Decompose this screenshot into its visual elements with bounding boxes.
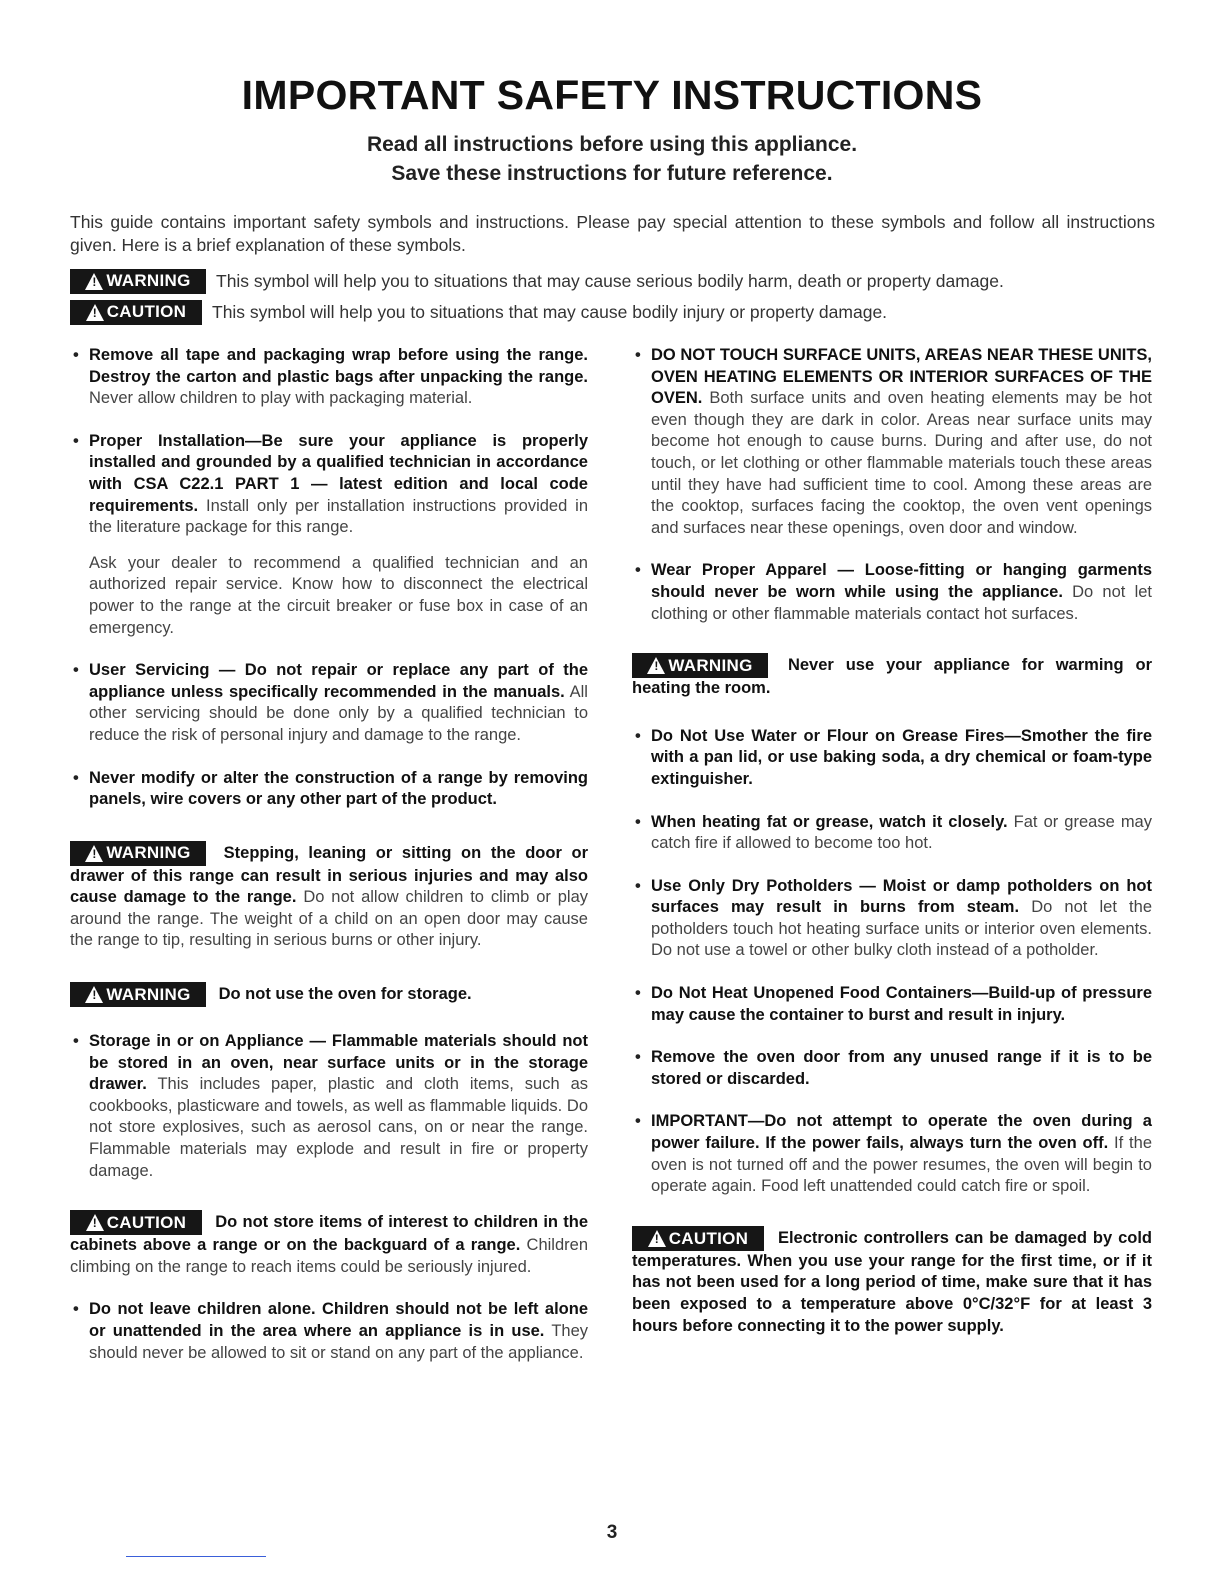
list-item: • DO NOT TOUCH SURFACE UNITS, AREAS NEAR THESE UNITS, OVEN HEATING ELEMENTS OR INTERIOR SURFACES OF THE OVEN. Both surface units and oven heating elements may be hot even though they are dark in color. Areas near surface units may become hot enough to cause burns. During and after use, do not touch, or let clothing or other flammable materials touch these areas until they have had sufficient time to cool. Among these areas are the cooktop, surfaces facing the cooktop, the oven vent openings and surfaces near these openings, oven door and window. [635,346,1152,537]
list-item: • Remove all tape and packaging wrap before using the range. Destroy the carton and plastic bags after unpacking the range. Never allow children to play with packaging material. [73,346,588,408]
alert-triangle-icon: ! [648,1230,666,1247]
left-column [70,345,588,1385]
bullet-icon: • [73,1032,79,1051]
alert-triangle-icon: ! [647,657,665,674]
subtitle-save: Save these instructions for future reference. [391,162,833,185]
list-item: • Do Not Heat Unopened Food Containers—Build-up of pressure may cause the container to burst and result in injury. [635,984,1152,1024]
bullet-icon: • [635,726,641,745]
warning-notice: ! WARNING Do not use the oven for storage. [70,982,588,1007]
bullet-icon: • [73,346,79,364]
warning-notice: ! WARNING Never use your appliance for warming or heating the room. [632,653,1152,700]
alert-triangle-icon: ! [85,986,103,1003]
list-item: • Proper Installation—Be sure your appliance is properly installed and grounded by a qualified technician in accordance with CSA C22.1 PART 1 — latest edition and local code requirements. Install only per installation instructions provided in the literature package for this range. [73,431,588,537]
legend-caution [70,298,1170,326]
footer-divider [126,1556,266,1557]
list-item: • Do Not Use Water or Flour on Grease Fires—Smother the fire with a pan lid, or use baking soda, a dry chemical or foam-type extinguisher. [635,726,1152,788]
list-item: • Do not leave children alone. Children should not be left alone or unattended in the area where an appliance is in use. They should never be allowed to sit or stand on any part of the appliance. [73,1300,588,1362]
right-column [632,345,1152,1358]
page-number: 3 [606,1522,618,1543]
page-title: IMPORTANT SAFETY INSTRUCTIONS [241,72,983,118]
bullet-icon: • [73,1300,79,1319]
caution-notice: ! CAUTION Electronic controllers can be damaged by cold temperatures. When you use your range for the first time, or if it has not been used for a long period of time, make sure that it has been exposed to a temperature above 0°C/32°F for at least 3 hours before connecting it to the power supply. [632,1226,1152,1337]
list-item: • Never modify or alter the construction of a range by removing panels, wire covers or any other part of the product. [73,768,588,809]
bullet-icon: • [635,561,641,580]
bullet-icon: • [635,812,641,831]
legend-warning-text: This symbol will help you to situations that may cause serious bodily harm, death or property damage. [216,270,1004,291]
warning-badge: ! WARNING [70,841,206,866]
bullet-icon: • [635,984,641,1003]
warning-badge: ! WARNING [70,982,206,1007]
legend-caution-text: This symbol will help you to situations that may cause bodily injury or property damage. [212,301,888,322]
alert-triangle-icon: ! [85,273,103,290]
subtitle-read: Read all instructions before using this appliance. [366,133,858,156]
bullet-icon: • [635,346,641,364]
list-item: • Remove the oven door from any unused range if it is to be stored or discarded. [635,1048,1152,1088]
alert-triangle-icon: ! [86,1214,104,1231]
bullet-icon: • [635,1048,641,1067]
list-item: • IMPORTANT—Do not attempt to operate the oven during a power failure. If the power fails, always turn the oven off. If the oven is not turned off and the power resumes, the oven will begin to operate again. Food left unattended could catch fire or spoil. [635,1112,1152,1196]
paragraph: Ask your dealer to recommend a qualified technician and an authorized repair service. Know how to disconnect the electrical power to the range at the circuit breaker or fuse box in case of an emergency. [89,553,588,637]
caution-notice: ! CAUTION Do not store items of interest to children in the cabinets above a range or on the backguard of a range. Children climbing on the range to reach items could be seriously injured. [70,1210,588,1278]
bullet-icon: • [73,431,79,450]
warning-badge: ! WARNING [70,269,206,294]
list-item: • Wear Proper Apparel — Loose-fitting or hanging garments should never be worn while using the appliance. Do not let clothing or other flammable materials contact hot surfaces. [635,561,1153,623]
warning-badge: ! WARNING [632,653,768,678]
caution-badge: ! CAUTION [632,1226,764,1251]
bullet-icon: • [635,1112,641,1131]
list-item: • Use Only Dry Potholders — Moist or damp potholders on hot surfaces may result in burns from steam. Do not let the potholders touch hot heating surface units or interior oven elements. Do not use a towel or other bulky cloth instead of a potholder. [635,876,1152,960]
alert-triangle-icon: ! [85,845,103,862]
bullet-icon: • [73,768,79,787]
list-item: • User Servicing — Do not repair or replace any part of the appliance unless specifically recommended in the manuals. All other servicing should be done only by a qualified technician to reduce the risk of personal injury and damage to the range. [73,661,588,744]
warning-notice: ! WARNING Stepping, leaning or sitting on the door or drawer of this range can result in serious injuries and may also cause damage to the range. Do not allow children to climb or play around the range. The weight of a child on an open door may cause the range to tip, resulting in serious burns or other injury. [70,841,588,952]
list-item: • Storage in or on Appliance — Flammable materials should not be stored in an oven, near surface units or in the storage drawer. This includes paper, plastic and cloth items, such as cookbooks, plasticware and towels, as well as flammable liquids. Do not store explosives, such as aerosol cans, on or near the range. Flammable materials may explode and result in fire or property damage. [73,1032,588,1180]
list-item: • When heating fat or grease, watch it closely. Fat or grease may catch fire if allowed to become too hot. [635,812,1152,853]
caution-badge: ! CAUTION [70,300,202,325]
bullet-icon: • [635,876,641,895]
legend-warning [70,267,1170,295]
intro-paragraph: This guide contains important safety symbols and instructions. Please pay special attention to these symbols and follow all instructions given. Here is a brief explanation of these symbols. [70,212,1155,255]
alert-triangle-icon: ! [86,304,104,321]
caution-badge: ! CAUTION [70,1210,202,1235]
bullet-icon: • [73,661,79,680]
